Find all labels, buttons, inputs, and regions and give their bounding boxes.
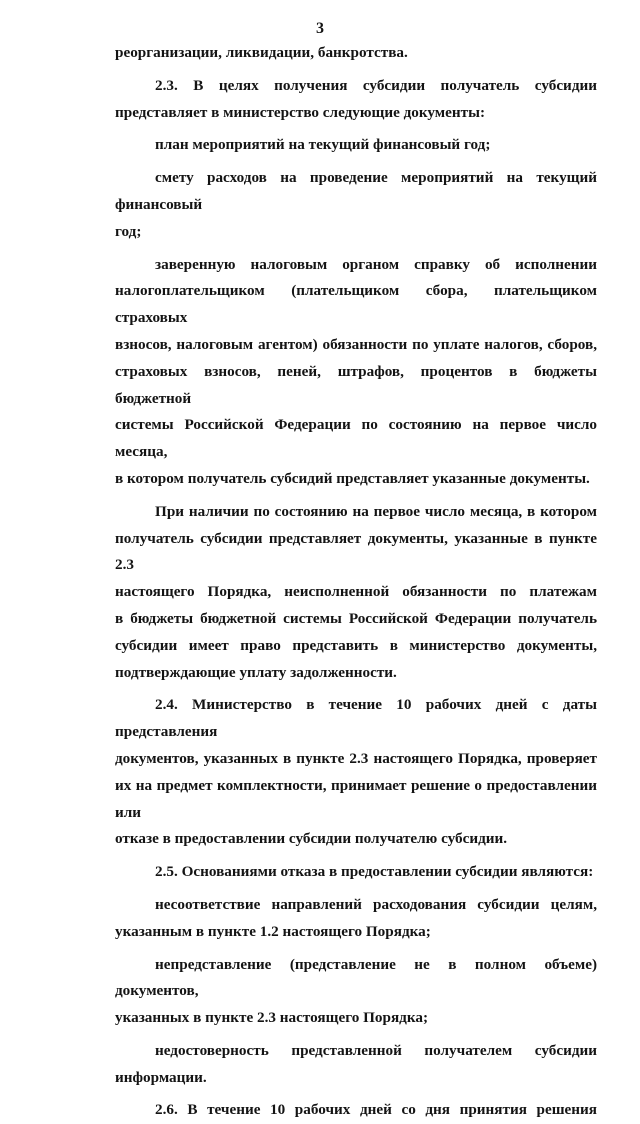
text-line: информации. xyxy=(115,1068,207,1086)
text-line: подтверждающие уплату задолженности. xyxy=(115,663,397,681)
text-line: 2.5. Основаниями отказа в предоставлении субсидии являются: xyxy=(155,863,594,881)
text-line: в котором получатель субсидий представляет указанные документы. xyxy=(115,469,590,487)
text-line: 2.3. В целях получения субсидии получатель субсидии xyxy=(155,76,597,94)
text-line: в бюджеты бюджетной системы Российской Федерации получатель xyxy=(115,609,597,627)
text-line: указанным в пункте 1.2 настоящего Порядка; xyxy=(115,922,431,940)
text-line: налогоплательщиком (плательщиком сбора, плательщиком страховых xyxy=(115,282,597,327)
text-line: заверенную налоговым органом справку об исполнении xyxy=(155,255,597,273)
text-line: смету расходов на проведение мероприятий на текущий финансовый xyxy=(115,169,597,213)
text-line: системы Российской Федерации по состоянию на первое число месяца, xyxy=(115,416,597,461)
text-line: указанных в пункте 2.3 настоящего Порядка; xyxy=(115,1009,429,1027)
text-line: недостоверность представленной получателем субсидии xyxy=(155,1041,597,1059)
text-line: непредставление (представление не в полном объеме) документов, xyxy=(115,955,597,1000)
text-line: При наличии по состоянию на первое число месяца, в котором xyxy=(155,502,597,520)
text-line: настоящего Порядка, неисполненной обязанности по платежам xyxy=(115,583,597,601)
text-line: отказе в предоставлении субсидии получателю субсидии. xyxy=(115,830,508,848)
text-line: реорганизации, ликвидации, банкротства. xyxy=(115,44,408,61)
text-line: 2.4. Министерство в течение 10 рабочих дней с даты представления xyxy=(115,696,597,741)
document-body xyxy=(115,40,597,1124)
text-line: получатель субсидии представляет документы, указанные в пункте 2.3 xyxy=(115,529,597,574)
text-line: 2.6. В течение 10 рабочих дней со дня принятия решения xyxy=(155,1101,597,1119)
text-line: представляет в министерство следующие документы: xyxy=(115,103,486,121)
text-line: год; xyxy=(115,222,142,240)
text-line: их на предмет комплектности, принимает решение о предоставлении или xyxy=(115,776,597,821)
text-line: план мероприятий на текущий финансовый год; xyxy=(155,136,491,154)
text-line: взносов, налоговым агентом) обязанности по уплате налогов, сборов, xyxy=(115,335,597,353)
text-line: несоответствие направлений расходования субсидии целям, xyxy=(155,895,597,913)
text-line: страховых взносов, пеней, штрафов, процентов в бюджеты бюджетной xyxy=(115,362,597,407)
text-line: субсидии имеет право представить в министерство документы, xyxy=(115,636,597,654)
text-line: документов, указанных в пункте 2.3 настоящего Порядка, проверяет xyxy=(115,749,597,767)
page-number: 3 xyxy=(316,20,324,37)
